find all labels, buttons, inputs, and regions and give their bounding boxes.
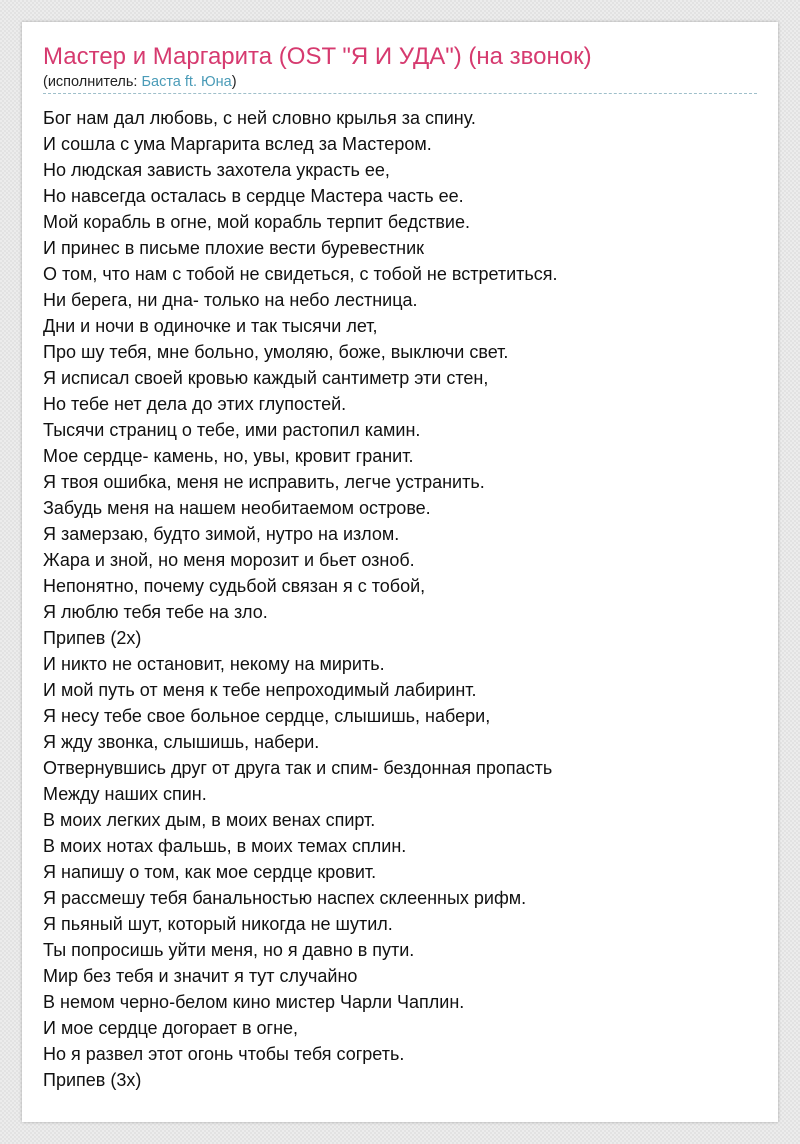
lyric-line: Я исписал своей кровью каждый сантиметр эти стен, bbox=[43, 368, 489, 388]
lyric-line: Припев (3х) bbox=[43, 1070, 142, 1090]
lyric-line: Я несу тебе свое больное сердце, слышишь, набери, bbox=[43, 706, 491, 726]
lyric-line: Мое сердце- камень, но, увы, кровит гранит. bbox=[43, 446, 414, 466]
lyric-line: Дни и ночи в одиночке и так тысячи лет, bbox=[43, 316, 378, 336]
lyric-line: Припев (2х) bbox=[43, 628, 142, 648]
lyric-line: И сошла с ума Маргарита вслед за Мастером. bbox=[43, 134, 432, 154]
lyric-line: Я замерзаю, будто зимой, нутро на излом. bbox=[43, 524, 400, 544]
lyric-line: Я напишу о том, как мое сердце кровит. bbox=[43, 862, 377, 882]
artist-suffix: ) bbox=[231, 74, 237, 90]
lyric-line: Непонятно, почему судьбой связан я с тобой, bbox=[43, 576, 426, 596]
lyric-line: Но тебе нет дела до этих глупостей. bbox=[43, 394, 347, 414]
artist-link[interactable]: Баста ft. Юна bbox=[141, 74, 232, 90]
lyric-line: Я рассмешу тебя банальностью наспех склеенных рифм. bbox=[43, 888, 527, 908]
artist-line bbox=[43, 72, 757, 94]
lyric-line: Отвернувшись друг от друга так и спим- бездонная пропасть bbox=[43, 758, 553, 778]
song-title: Мастер и Маргарита (OST "Я И УДА") (на звонок) bbox=[43, 43, 592, 70]
lyric-line: Про шу тебя, мне больно, умоляю, боже, выключи свет. bbox=[43, 342, 509, 362]
lyric-line: Бог нам дал любовь, с ней словно крылья за спину. bbox=[43, 108, 476, 128]
lyric-line: Я люблю тебя тебе на зло. bbox=[43, 602, 268, 622]
lyric-line: Мой корабль в огне, мой корабль терпит бедствие. bbox=[43, 212, 470, 232]
lyric-line: И никто не остановит, некому на мирить. bbox=[43, 654, 385, 674]
lyric-line: В моих нотах фальшь, в моих темах сплин. bbox=[43, 836, 407, 856]
lyric-line: Забудь меня на нашем необитаемом острове. bbox=[43, 498, 431, 518]
lyric-line: Но навсегда осталась в сердце Мастера часть ее. bbox=[43, 186, 464, 206]
lyrics-card bbox=[22, 22, 778, 1122]
lyric-line: Но людская зависть захотела украсть ее, bbox=[43, 160, 390, 180]
lyric-line: И мое сердце догорает в огне, bbox=[43, 1018, 299, 1038]
lyric-line: Я жду звонка, слышишь, набери. bbox=[43, 732, 320, 752]
lyric-line: Тысячи страниц о тебе, ими растопил камин. bbox=[43, 420, 421, 440]
lyric-line: Между наших спин. bbox=[43, 784, 207, 804]
artist-prefix: (исполнитель: bbox=[43, 74, 142, 90]
lyric-line: Ни берега, ни дна- только на небо лестница. bbox=[43, 290, 418, 310]
lyric-line: И мой путь от меня к тебе непроходимый лабиринт. bbox=[43, 680, 477, 700]
lyric-line: В моих легких дым, в моих венах спирт. bbox=[43, 810, 376, 830]
lyric-line: Жара и зной, но меня морозит и бьет озноб. bbox=[43, 550, 415, 570]
lyric-line: Ты попросишь уйти меня, но я давно в пути. bbox=[43, 940, 415, 960]
lyric-line: Мир без тебя и значит я тут случайно bbox=[43, 966, 358, 986]
lyric-line: О том, что нам с тобой не свидеться, с тобой не встретиться. bbox=[43, 264, 558, 284]
lyric-line: Но я развел этот огонь чтобы тебя согреть. bbox=[43, 1044, 405, 1064]
lyric-line: Я твоя ошибка, меня не исправить, легче устранить. bbox=[43, 472, 485, 492]
lyric-line: И принес в письме плохие вести буревестник bbox=[43, 238, 425, 258]
lyric-line: Я пьяный шут, который никогда не шутил. bbox=[43, 914, 393, 934]
lyrics-text bbox=[43, 105, 757, 1093]
lyric-line: В немом черно-белом кино мистер Чарли Чаплин. bbox=[43, 992, 465, 1012]
